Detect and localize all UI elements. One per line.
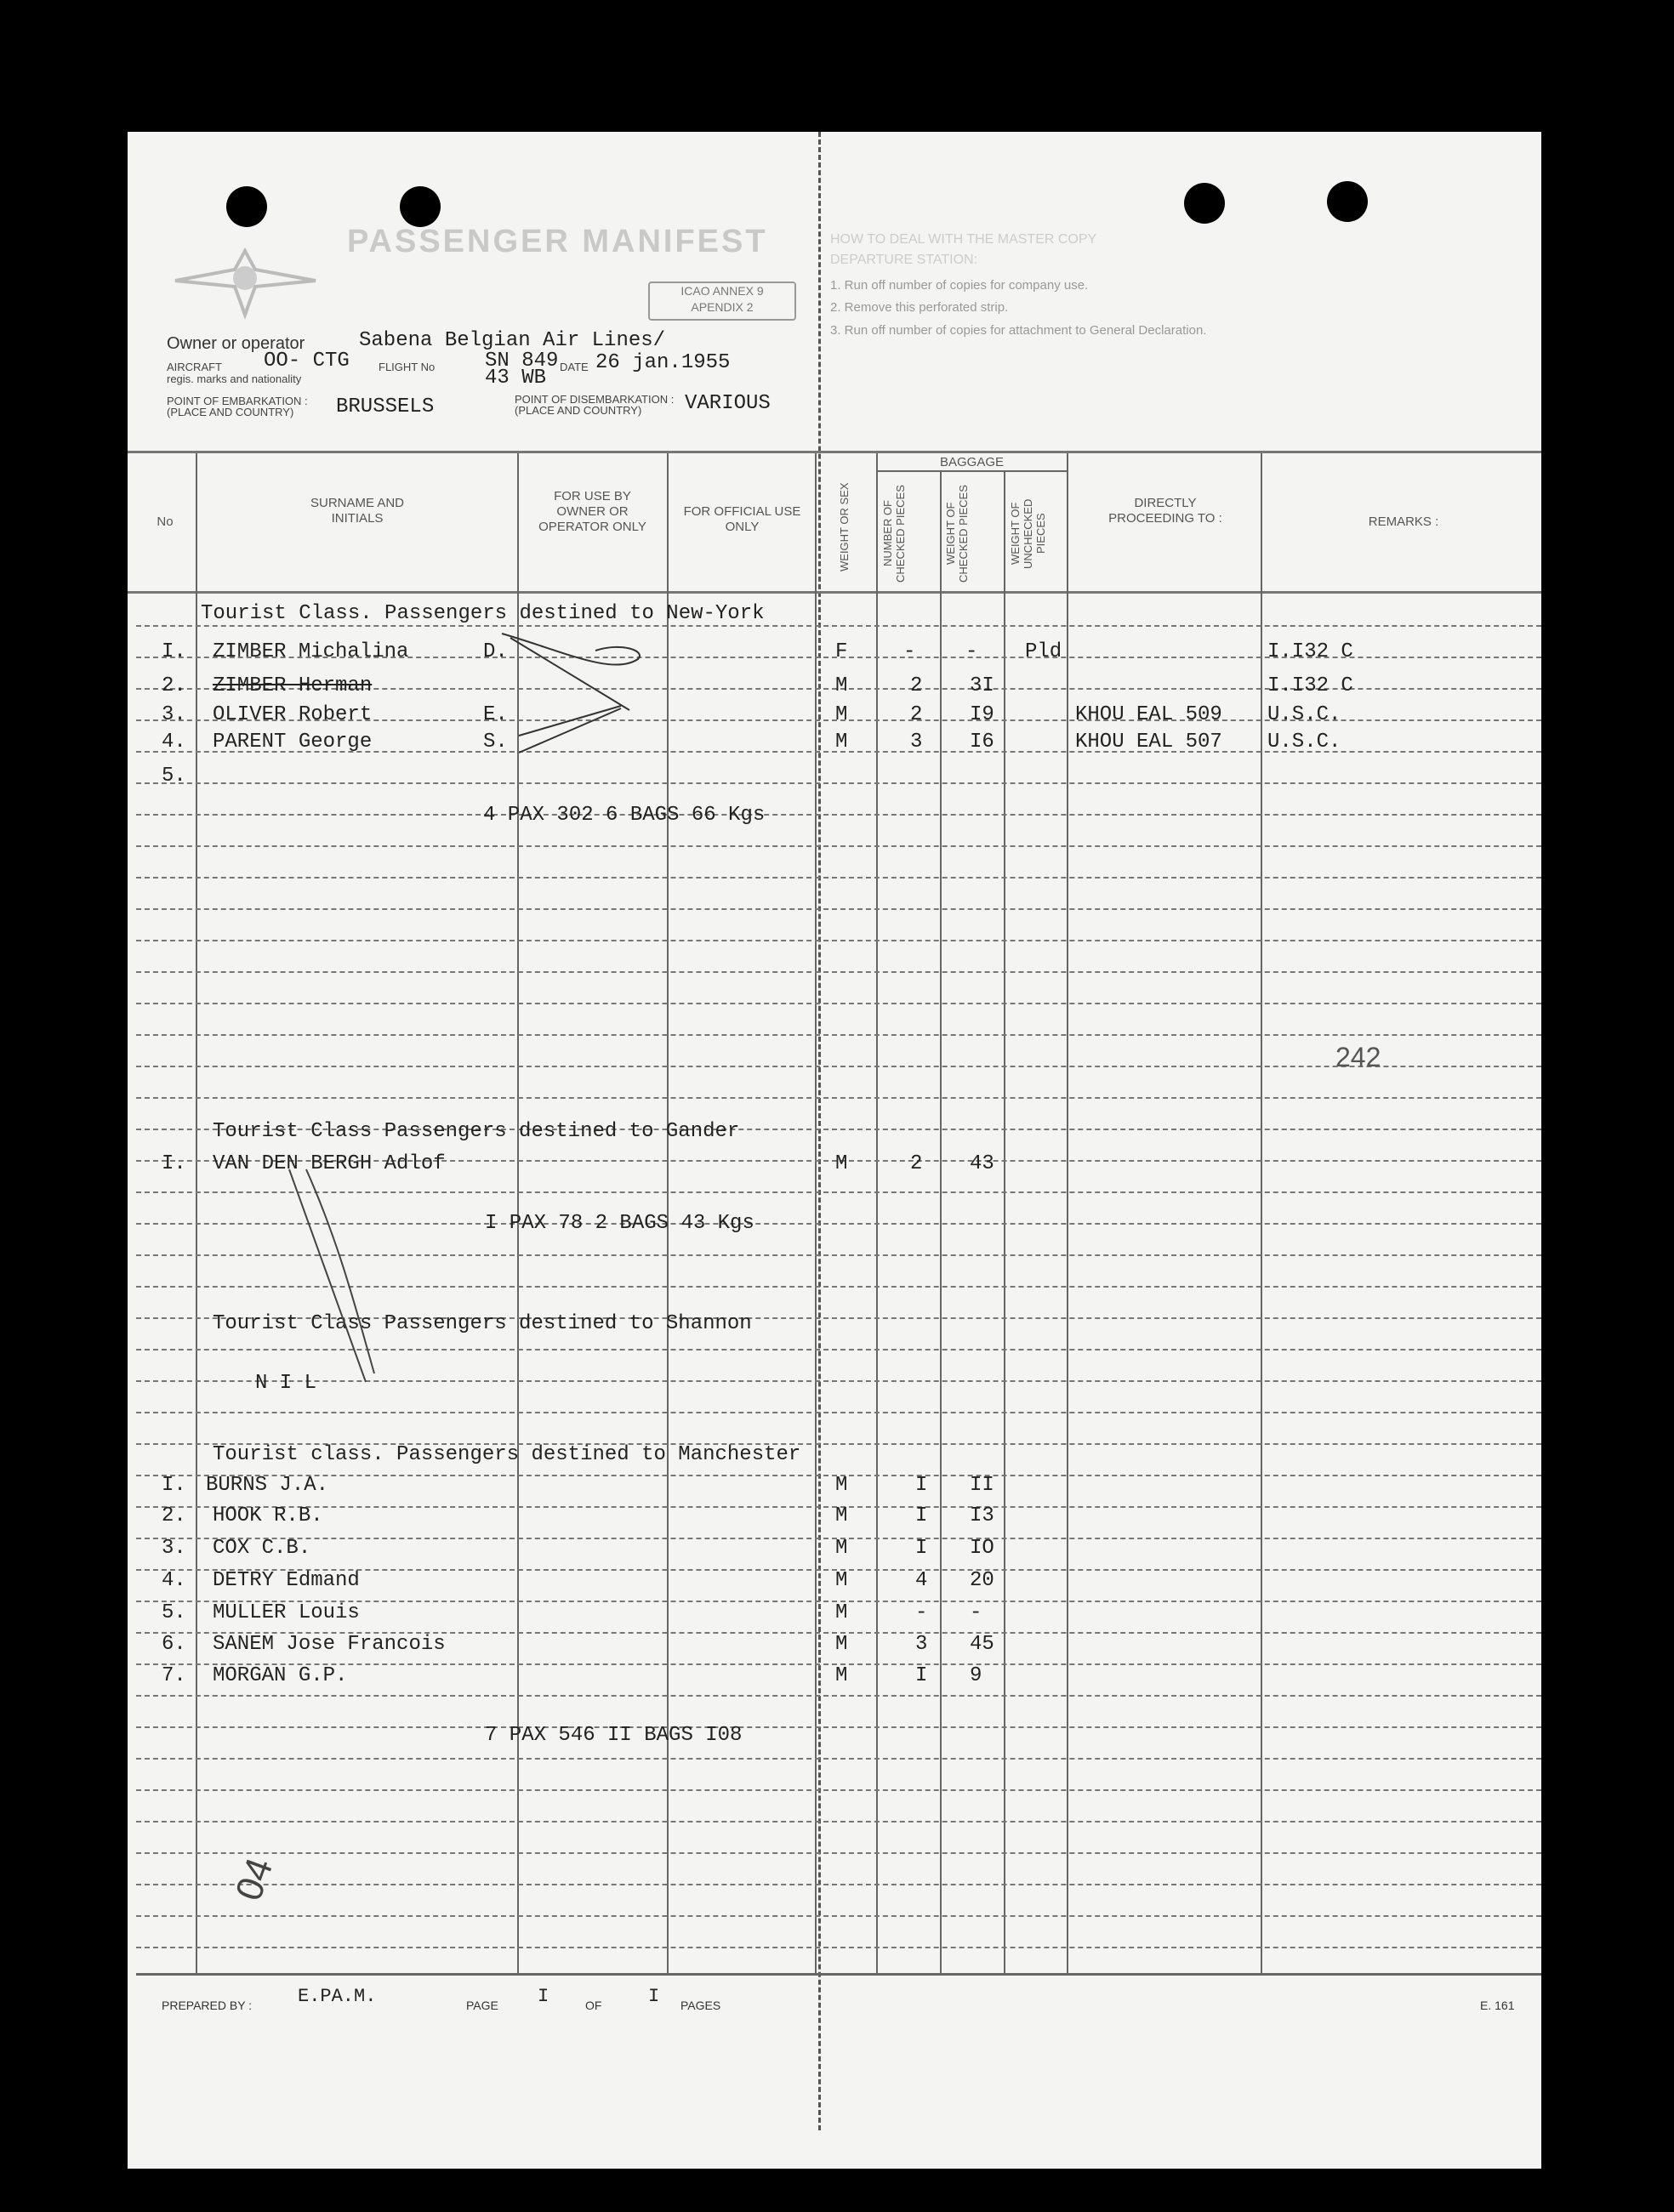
column-divider: [1261, 453, 1262, 1974]
cell-remarks: U.S.C.: [1267, 731, 1341, 753]
manifest-sheet: [128, 132, 1541, 2169]
ruled-line: [136, 1726, 1541, 1728]
cell-initials: E.: [483, 703, 508, 726]
cell-no: I.: [162, 640, 186, 663]
instructions-subtitle: DEPARTURE STATION:: [830, 253, 978, 267]
ruled-line: [136, 1412, 1541, 1413]
ruled-line: [136, 1695, 1541, 1697]
disembarkation-label: POINT OF DISEMBARKATION : (PLACE AND COUNTRY): [515, 393, 675, 417]
header-no: No: [157, 515, 174, 529]
cell-pieces: -: [915, 1601, 928, 1624]
section-total-manchester: 7 PAX 546 II BAGS I08: [485, 1724, 743, 1747]
cell-name: BURNS J.A.: [206, 1474, 329, 1497]
cell-no: I.: [162, 1152, 186, 1175]
ruled-line: [136, 1097, 1541, 1099]
disembarkation-value: VARIOUS: [685, 392, 771, 415]
date-label: DATE: [560, 361, 589, 373]
header-bottom-rule: [128, 591, 1541, 594]
header-directly: DIRECTLY PROCEEDING TO :: [1108, 496, 1222, 526]
cell-weight: 43: [970, 1152, 994, 1175]
instruction-item: 1. Run off number of copies for company use.: [830, 278, 1089, 293]
column-divider: [815, 453, 817, 1974]
cell-pieces: 2: [910, 703, 923, 726]
of-label: OF: [585, 1999, 602, 2012]
cell-weight: IO: [970, 1537, 994, 1560]
header-remarks: REMARKS :: [1368, 515, 1439, 529]
ruled-line: [136, 1947, 1541, 1948]
section-total-new-york: 4 PAX 302 6 BAGS 66 Kgs: [483, 804, 766, 827]
of-value: I: [648, 1986, 660, 2007]
icao-annex-box: ICAO ANNEX 9 APENDIX 2: [648, 281, 796, 321]
punch-hole: [226, 186, 267, 227]
ruled-line: [136, 1034, 1541, 1036]
cell-initials: S.: [483, 731, 508, 753]
owner-label: Owner or operator: [167, 334, 305, 353]
form-title: PASSENGER MANIFEST: [347, 224, 768, 259]
cell-weight: 3I: [970, 674, 994, 697]
cell-no: 2.: [162, 674, 186, 697]
cell-sex: M: [835, 674, 848, 697]
header-weight-sex: WEIGHT OR SEX: [838, 482, 851, 572]
cell-pieces: I: [915, 1537, 928, 1560]
cell-sex: M: [835, 1633, 848, 1656]
cell-no: I.: [162, 1474, 186, 1497]
cell-name: OLIVER Robert: [213, 703, 373, 726]
cell-pieces: I: [915, 1504, 928, 1527]
cell-name: ZIMBER Herman: [213, 674, 373, 697]
section-heading-gander: Tourist Class Passengers destined to Gander: [213, 1120, 740, 1143]
form-code: E. 161: [1480, 1999, 1515, 2012]
ruled-line: [136, 1758, 1541, 1760]
cell-sex: M: [835, 731, 848, 753]
ruled-line: [136, 782, 1541, 784]
cell-sex: M: [835, 1664, 848, 1687]
cell-initials: D.: [483, 640, 508, 663]
handwritten-strike-mark: [281, 1161, 383, 1399]
header-official-use: FOR OFFICIAL USE ONLY: [683, 504, 801, 534]
ruled-line: [136, 971, 1541, 973]
cell-weight: 20: [970, 1569, 994, 1592]
punch-hole: [1327, 181, 1368, 222]
cell-pieces: 4: [915, 1569, 928, 1592]
ruled-line: [136, 1852, 1541, 1854]
flight-value: SN 849: [485, 350, 559, 372]
cell-weight: II: [970, 1474, 994, 1497]
cell-weight: I9: [970, 703, 994, 726]
cell-pieces: 2: [910, 1152, 923, 1175]
column-divider: [876, 453, 878, 1974]
column-divider: [1067, 453, 1068, 1974]
cell-proceeding-to: KHOU EAL 507: [1075, 731, 1222, 753]
ruled-line: [136, 1884, 1541, 1885]
ruled-line: [136, 845, 1541, 847]
prepared-by-value: E.PA.M.: [298, 1986, 377, 2007]
handwritten-arrow-mark: [493, 617, 715, 770]
header-top-rule: [128, 451, 1541, 453]
aircraft-sub-label: regis. marks and nationality: [167, 372, 302, 385]
section-heading-shannon: Tourist Class Passengers destined to Shannon: [213, 1312, 752, 1335]
cell-sex: M: [835, 1152, 848, 1175]
cell-remarks: U.S.C.: [1267, 703, 1341, 726]
cell-no: 4.: [162, 731, 186, 753]
cell-sex: M: [835, 703, 848, 726]
cell-pieces: -: [903, 640, 916, 663]
ruled-line: [136, 908, 1541, 910]
cell-sex: M: [835, 1504, 848, 1527]
cell-weight: I6: [970, 731, 994, 753]
pages-label: PAGES: [680, 1999, 721, 2012]
header-wt-unchecked: WEIGHT OF UNCHECKED PIECES: [1009, 498, 1047, 569]
owner-value: Sabena Belgian Air Lines/: [359, 329, 666, 352]
page-label: PAGE: [466, 1999, 498, 2012]
shannon-nil: N I L: [255, 1372, 317, 1395]
header-owner-use: FOR USE BY OWNER OR OPERATOR ONLY: [538, 489, 646, 534]
cell-pieces: 3: [910, 731, 923, 753]
baggage-rule: [876, 470, 1067, 472]
cell-name: PARENT George: [213, 731, 373, 753]
handwritten-number: 242: [1335, 1042, 1381, 1072]
cell-no: 2.: [162, 1504, 186, 1527]
perforated-strip-line: [818, 132, 821, 2130]
cell-remarks: I.I32 C: [1267, 640, 1353, 663]
date-value: 26 jan.1955: [595, 351, 731, 374]
aircraft-label: AIRCRAFT: [167, 361, 222, 373]
ruled-line: [136, 1789, 1541, 1791]
page-value: I: [538, 1986, 549, 2007]
flight-label: FLIGHT No: [379, 361, 436, 373]
cell-name: MULLER Louis: [213, 1601, 360, 1624]
cell-unchecked: Pld: [1025, 640, 1062, 663]
cell-no: 3.: [162, 1537, 186, 1560]
prepared-by-label: PREPARED BY :: [162, 1999, 253, 2012]
header-baggage: BAGGAGE: [939, 455, 1005, 469]
instruction-item: 3. Run off number of copies for attachment to General Declaration.: [830, 323, 1207, 338]
cell-weight: I3: [970, 1504, 994, 1527]
cell-no: 7.: [162, 1664, 186, 1687]
cell-weight: -: [970, 1601, 982, 1624]
section-heading-new-york: Tourist Class. Passengers destined to New-York: [201, 602, 765, 625]
cell-no: 5.: [162, 1601, 186, 1624]
cell-sex: M: [835, 1569, 848, 1592]
cell-weight: -: [965, 640, 978, 663]
cell-weight: 45: [970, 1633, 994, 1656]
header-wt-checked: WEIGHT OF CHECKED PIECES: [944, 485, 970, 583]
cell-name: VAN DEN BERGH Adlof: [213, 1152, 446, 1175]
cell-proceeding-to: KHOU EAL 509: [1075, 703, 1222, 726]
ruled-line: [136, 877, 1541, 879]
embarkation-value: BRUSSELS: [336, 395, 435, 418]
punch-hole: [400, 186, 441, 227]
footer-rule: [136, 1973, 1541, 1976]
handwritten-margin-note: 04: [227, 1852, 282, 1907]
section-total-gander: I PAX 78 2 BAGS 43 Kgs: [485, 1212, 754, 1235]
flight-sub-value: 43 WB: [485, 367, 547, 390]
ruled-line: [136, 1003, 1541, 1004]
cell-name: SANEM Jose Francois: [213, 1633, 446, 1656]
cell-name: COX C.B.: [213, 1537, 311, 1560]
header-num-checked: NUMBER OF CHECKED PIECES: [881, 485, 907, 583]
cell-pieces: I: [915, 1474, 928, 1497]
embarkation-label: POINT OF EMBARKATION : (PLACE AND COUNTRY): [167, 395, 308, 418]
cell-no: 6.: [162, 1633, 186, 1656]
cell-pieces: 3: [915, 1633, 928, 1656]
cell-no: 5.: [162, 765, 186, 788]
ruled-line: [136, 1821, 1541, 1822]
cell-name: MORGAN G.P.: [213, 1664, 348, 1687]
cell-name: ZIMBER Michalina: [213, 640, 409, 663]
header-surname: SURNAME AND INITIALS: [310, 496, 405, 526]
cell-sex: F: [835, 640, 848, 663]
cell-weight: 9: [970, 1664, 982, 1687]
instructions-title: HOW TO DEAL WITH THE MASTER COPY: [830, 232, 1097, 247]
section-heading-manchester: Tourist class. Passengers destined to Manchester: [213, 1443, 801, 1466]
cell-sex: M: [835, 1537, 848, 1560]
aircraft-value: OO- CTG: [264, 350, 350, 372]
cell-remarks: I.I32 C: [1267, 674, 1353, 697]
cell-sex: M: [835, 1474, 848, 1497]
cell-sex: M: [835, 1601, 848, 1624]
sabena-logo: [167, 234, 324, 327]
cell-no: 4.: [162, 1569, 186, 1592]
cell-name: DETRY Edmand: [213, 1569, 360, 1592]
ruled-line: [136, 814, 1541, 816]
cell-pieces: 2: [910, 674, 923, 697]
ruled-line: [136, 940, 1541, 941]
cell-pieces: I: [915, 1664, 928, 1687]
cell-no: 3.: [162, 703, 186, 726]
ruled-line: [136, 1066, 1541, 1067]
ruled-line: [136, 625, 1541, 627]
ruled-line: [136, 1915, 1541, 1917]
cell-name: HOOK R.B.: [213, 1504, 323, 1527]
punch-hole: [1184, 183, 1225, 224]
column-divider: [196, 453, 197, 1974]
instruction-item: 2. Remove this perforated strip.: [830, 300, 1009, 315]
